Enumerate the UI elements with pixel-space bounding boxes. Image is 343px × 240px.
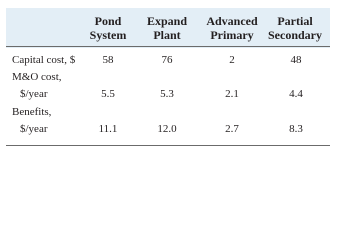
header-rule xyxy=(6,46,330,47)
column-header-line: Plant xyxy=(153,28,181,42)
cell-benefits-advanced: 2.7 xyxy=(225,123,239,135)
row-label-mo-cost-unit: $/year xyxy=(20,88,48,100)
row-label-benefits-unit: $/year xyxy=(20,123,48,135)
cell-benefits-expand: 12.0 xyxy=(157,123,177,135)
cell-mo-pond: 5.5 xyxy=(101,88,115,100)
row-label-benefits: Benefits, xyxy=(12,106,52,118)
cell-mo-expand: 5.3 xyxy=(160,88,174,100)
cell-capital-expand: 76 xyxy=(161,54,173,66)
bottom-rule xyxy=(6,145,330,146)
row-label-capital-cost: Capital cost, $ xyxy=(12,54,76,66)
column-header-pond-system xyxy=(80,14,136,42)
row-label-mo-cost: M&O cost, xyxy=(12,71,62,83)
cell-benefits-pond: 11.1 xyxy=(98,123,118,135)
cell-capital-partial: 48 xyxy=(290,54,302,66)
column-header-line: Partial xyxy=(277,14,313,28)
comparison-table xyxy=(6,8,330,146)
cell-mo-advanced: 2.1 xyxy=(225,88,239,100)
cell-mo-partial: 4.4 xyxy=(289,88,303,100)
cell-capital-advanced: 2 xyxy=(229,54,235,66)
cell-benefits-partial: 8.3 xyxy=(289,123,303,135)
column-header-line: Advanced xyxy=(206,14,258,28)
column-header-line: System xyxy=(89,28,127,42)
column-header-line: Expand xyxy=(146,14,188,28)
column-header-line: Secondary xyxy=(268,28,322,42)
column-header-partial-secondary xyxy=(262,14,328,42)
column-header-advanced-primary xyxy=(197,14,267,42)
column-header-expand-plant xyxy=(138,14,196,42)
column-header-line: Pond xyxy=(94,14,122,28)
cell-capital-pond: 58 xyxy=(102,54,114,66)
column-header-line: Primary xyxy=(210,28,254,42)
